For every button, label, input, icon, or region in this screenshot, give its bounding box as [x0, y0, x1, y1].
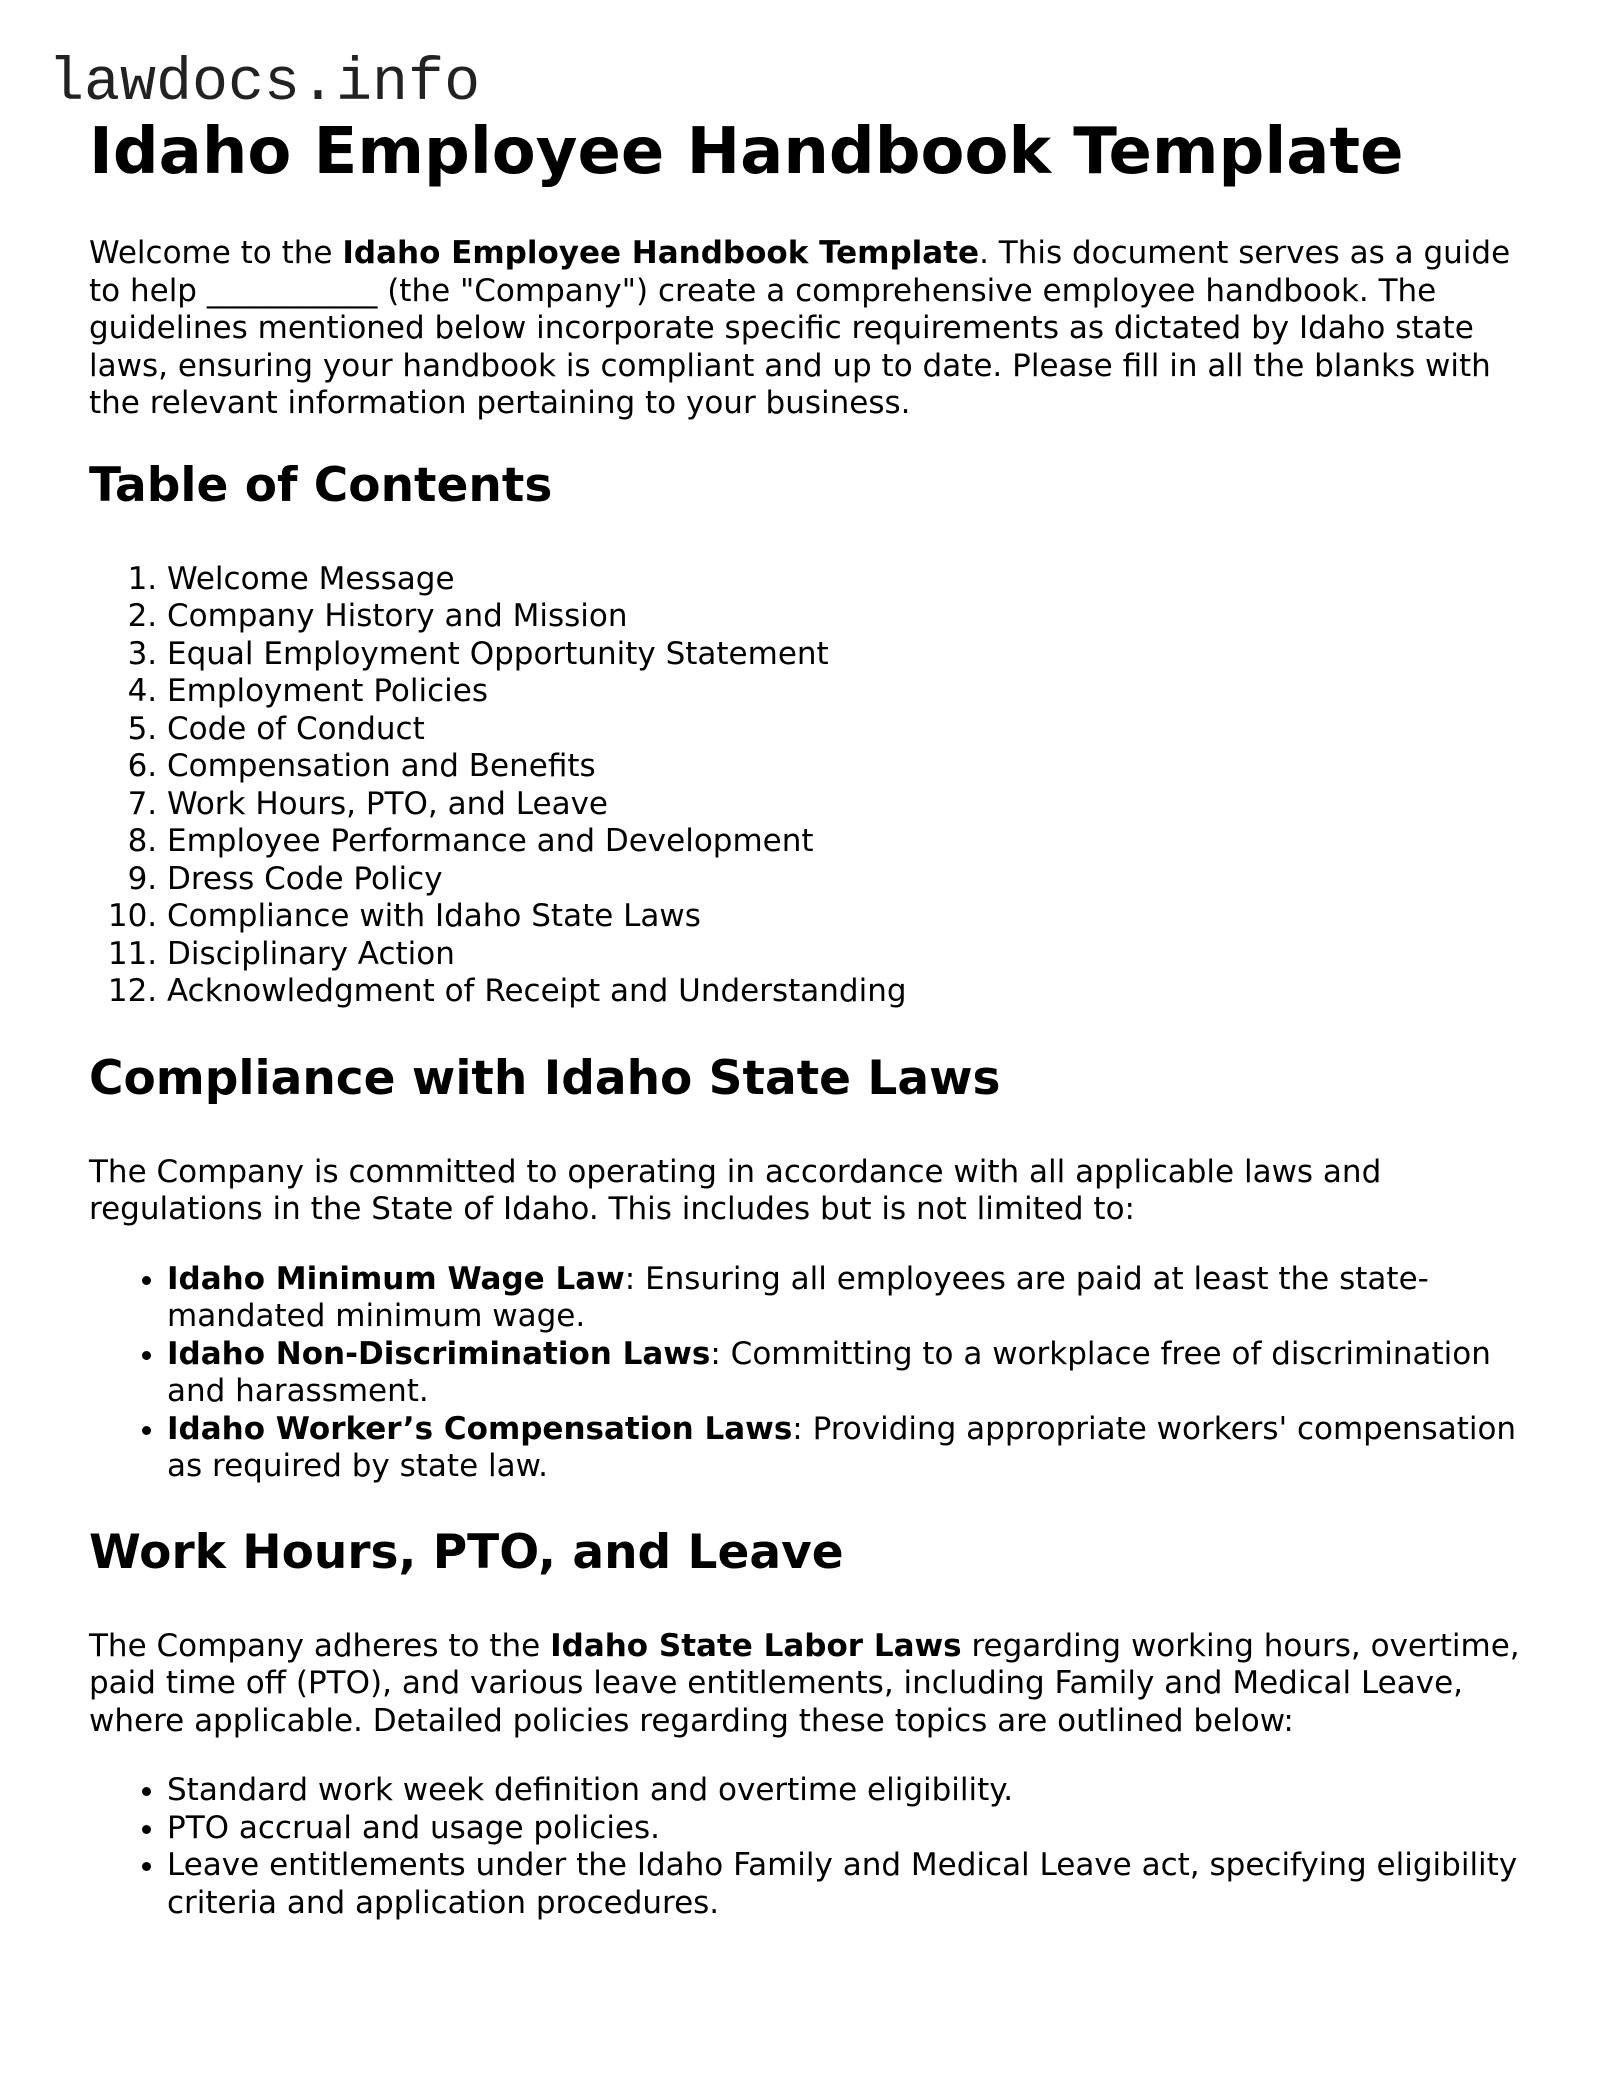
work-intro-suffix: regarding working hours, overtime, paid time off (PTO), and various leave entitlements, including Family and Medical Leave, where applicable. Detailed policies regarding these topics are outlined below:: [89, 1627, 1520, 1739]
toc-item: 10. Compliance with Idaho State Laws: [167, 898, 1529, 936]
toc-item: 5. Code of Conduct: [167, 711, 1529, 749]
work-intro-prefix: The Company adheres to the: [89, 1627, 551, 1664]
compliance-heading: Compliance with Idaho State Laws: [89, 1050, 1001, 1106]
toc-list: [89, 561, 1529, 1011]
intro-suffix: . This document serves as a guide to help ___________ (the "Company") create a comprehensive employee handbook. The guidelines mentioned below incorporate specific requirements as dictated by Idaho state laws, ensuring your handbook is compliant and up to date. Please fill in all the blanks with the relevant information pertaining to your business.: [89, 235, 1511, 421]
document-page: [89, 112, 1529, 1922]
intro-paragraph: [89, 235, 1529, 423]
compliance-item: [167, 1261, 1529, 1336]
intro-bold: Idaho Employee Handbook Template: [342, 235, 980, 271]
toc-item: 4. Employment Policies: [167, 673, 1529, 711]
compliance-item-title: Idaho Non-Discrimination Laws: [167, 1335, 711, 1372]
compliance-item: [167, 1336, 1529, 1411]
work-intro-bold: Idaho State Labor Laws: [550, 1627, 962, 1664]
toc-item: 7. Work Hours, PTO, and Leave: [167, 786, 1529, 824]
compliance-item-title: Idaho Worker’s Compensation Laws: [167, 1410, 793, 1447]
work-item: • Standard work week definition and overtime eligibility.: [167, 1772, 1529, 1810]
intro-prefix: Welcome to the: [89, 235, 343, 271]
compliance-item: [167, 1411, 1529, 1486]
compliance-item-title: Idaho Minimum Wage Law: [167, 1260, 625, 1297]
compliance-item-text: : Committing to a workplace free of discrimination and harassment.: [167, 1335, 1491, 1409]
compliance-item-text: : Providing appropriate workers' compensation as required by state law.: [167, 1410, 1517, 1484]
work-list: [89, 1772, 1529, 1922]
work-heading: Work Hours, PTO, and Leave: [89, 1524, 844, 1580]
toc-item: 12. Acknowledgment of Receipt and Understanding: [167, 973, 1529, 1011]
page-title: Idaho Employee Handbook Template: [89, 115, 1404, 189]
toc-item: 3. Equal Employment Opportunity Statement: [167, 636, 1529, 674]
compliance-intro: The Company is committed to operating in accordance with all applicable laws and regulations in the State of Idaho. This includes but is not limited to:: [89, 1153, 1382, 1227]
toc-item: 11. Disciplinary Action: [167, 936, 1529, 974]
compliance-list: [89, 1261, 1529, 1486]
work-item: • Leave entitlements under the Idaho Family and Medical Leave act, specifying eligibility criteria and application procedures.: [167, 1847, 1529, 1922]
toc-item: 9. Dress Code Policy: [167, 861, 1529, 899]
toc-item: 8. Employee Performance and Development: [167, 823, 1529, 861]
work-item: • PTO accrual and usage policies.: [167, 1810, 1529, 1848]
toc-item: 1. Welcome Message: [167, 561, 1529, 599]
toc-item: 6. Compensation and Benefits: [167, 748, 1529, 786]
watermark: lawdocs.info: [48, 50, 481, 118]
toc-item: 2. Company History and Mission: [167, 598, 1529, 636]
compliance-item-text: : Ensuring all employees are paid at least the state-mandated minimum wage.: [167, 1260, 1429, 1334]
toc-heading: Table of Contents: [89, 457, 553, 513]
work-intro: [89, 1628, 1529, 1741]
